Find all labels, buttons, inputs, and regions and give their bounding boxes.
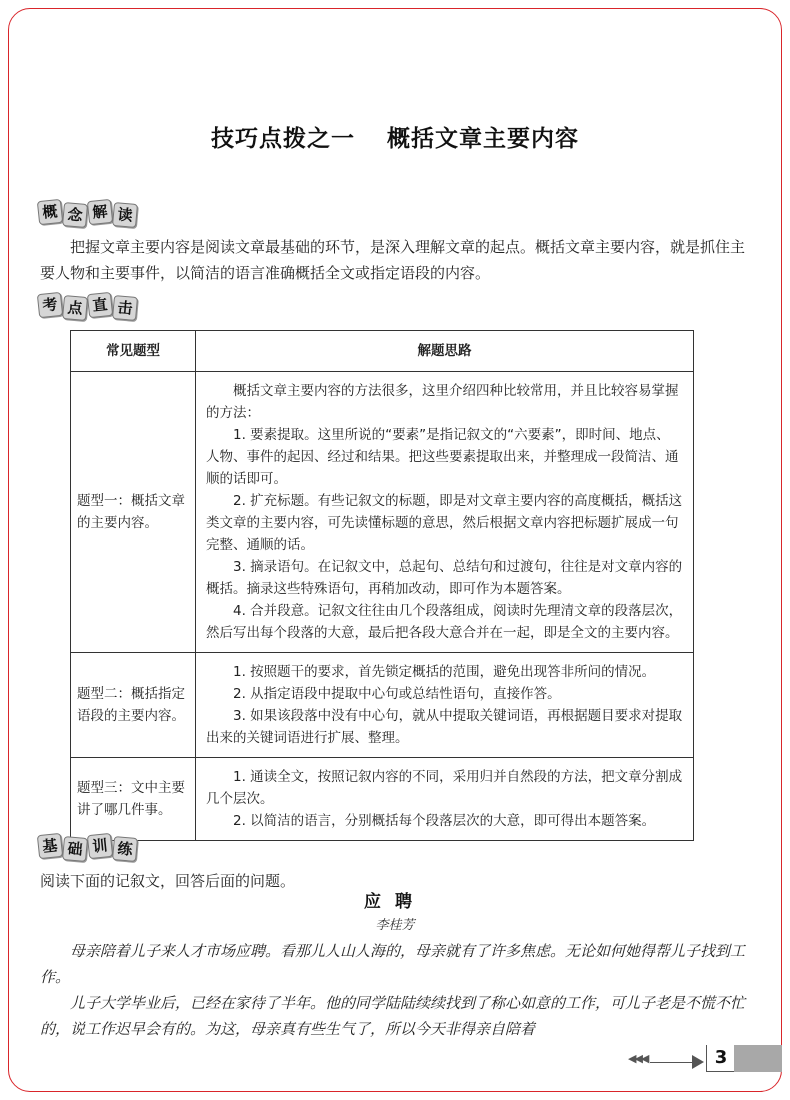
page-number-tab (628, 1042, 782, 1074)
step-text: 2. 扩充标题。有些记叙文的标题，即是对文章主要内容的高度概括，概括这类文章的主要内容，可先读懂标题的意思，然后根据文章内容把标题扩展成一句完整、通顺的话。 (206, 493, 683, 553)
step-text: 3. 摘录语句。在记叙文中，总起句、总结句和过渡句，往往是对文章内容的概括。摘录这些特殊语句，再稍加改动，即可作为本题答案。 (206, 559, 683, 597)
concept-badge (38, 200, 137, 227)
solution-steps (196, 758, 694, 841)
story-paragraph: 儿子大学毕业后，已经在家待了半年。他的同学陆陆续续找到了称心如意的工作，可儿子老是不慌不忙的，说工作迟早会有的。为这，母亲真有些生气了，所以今天非得亲自陪着 (40, 994, 746, 1038)
table-row (71, 653, 694, 758)
question-type: 题型三：文中主要讲了哪几件事。 (71, 758, 196, 841)
table-header-row (71, 331, 694, 372)
solution-steps (196, 653, 694, 758)
step-text: 2. 从指定语段中提取中心句或总结性语句，直接作答。 (233, 686, 561, 702)
step-text: 概括文章主要内容的方法很多，这里介绍四种比较常用，并且比较容易掌握的方法： (206, 383, 679, 421)
step-text: 1. 要素提取。这里所说的“要素”是指记叙文的“六要素”，即时间、地点、人物、事件的起因、经过和结果。把这些要素提取出来，并整理成一段简洁、通顺的话即可。 (206, 427, 679, 487)
training-badge-char: 练 (112, 836, 138, 862)
concept-badge-char: 念 (62, 202, 88, 228)
exam-badge-char: 击 (112, 295, 138, 321)
training-badge (38, 834, 137, 861)
exam-badge-char: 考 (37, 292, 63, 318)
pointer-arrow-icon (692, 1055, 704, 1069)
step-text: 3. 如果该段落中没有中心句，就从中提取关键词语，再根据题目要求对提取出来的关键词语进行扩展、整理。 (206, 708, 683, 746)
exam-badge-char: 点 (62, 295, 88, 321)
column-header-type: 常见题型 (71, 331, 196, 372)
table-row (71, 372, 694, 653)
table-row (71, 758, 694, 841)
concept-text: 把握文章主要内容是阅读文章最基础的环节，是深入理解文章的起点。概括文章主要内容，就是抓住主要人物和主要事件，以简洁的语言准确概括全文或指定语段的内容。 (40, 238, 746, 282)
arrow-icon: ◀◀◀ (628, 1052, 648, 1065)
page-number: 3 (706, 1045, 735, 1072)
question-type: 题型一：概括文章的主要内容。 (71, 372, 196, 653)
story-title: 应聘 (364, 892, 426, 912)
page-tab-shade (734, 1045, 782, 1072)
title-part-1: 技巧点拨之一 (211, 126, 355, 152)
training-badge-char: 训 (87, 833, 113, 859)
page-title (0, 120, 790, 153)
column-header-approach: 解题思路 (196, 331, 694, 372)
story-author: 李桂芳 (375, 918, 415, 933)
methods-table (70, 330, 694, 841)
step-text: 1. 通读全文，按照记叙内容的不同，采用归并自然段的方法，把文章分割成几个层次。 (206, 769, 683, 807)
question-type: 题型二：概括指定语段的主要内容。 (71, 653, 196, 758)
step-text: 2. 以简洁的语言，分别概括每个段落层次的大意，即可得出本题答案。 (233, 813, 656, 829)
concept-badge-char: 解 (87, 199, 113, 225)
title-part-2: 概括文章主要内容 (387, 126, 579, 152)
exam-badge (38, 293, 137, 320)
exam-badge-char: 直 (87, 292, 113, 318)
story-paragraph: 母亲陪着儿子来人才市场应聘。看那儿人山人海的，母亲就有了许多焦虑。无论如何她得帮儿子找到工作。 (40, 942, 746, 986)
solution-steps (196, 372, 694, 653)
pointer-line (650, 1062, 698, 1063)
step-text: 1. 按照题干的要求，首先锁定概括的范围，避免出现答非所问的情况。 (233, 664, 656, 680)
training-badge-char: 基 (37, 833, 63, 859)
training-instruction: 阅读下面的记叙文，回答后面的问题。 (40, 872, 296, 890)
concept-badge-char: 概 (37, 199, 63, 225)
step-text: 4. 合并段意。记叙文往往由几个段落组成，阅读时先理清文章的段落层次，然后写出每个段落的大意，最后把各段大意合并在一起，即是全文的主要内容。 (206, 603, 683, 641)
concept-badge-char: 读 (112, 202, 138, 228)
training-badge-char: 础 (62, 836, 88, 862)
